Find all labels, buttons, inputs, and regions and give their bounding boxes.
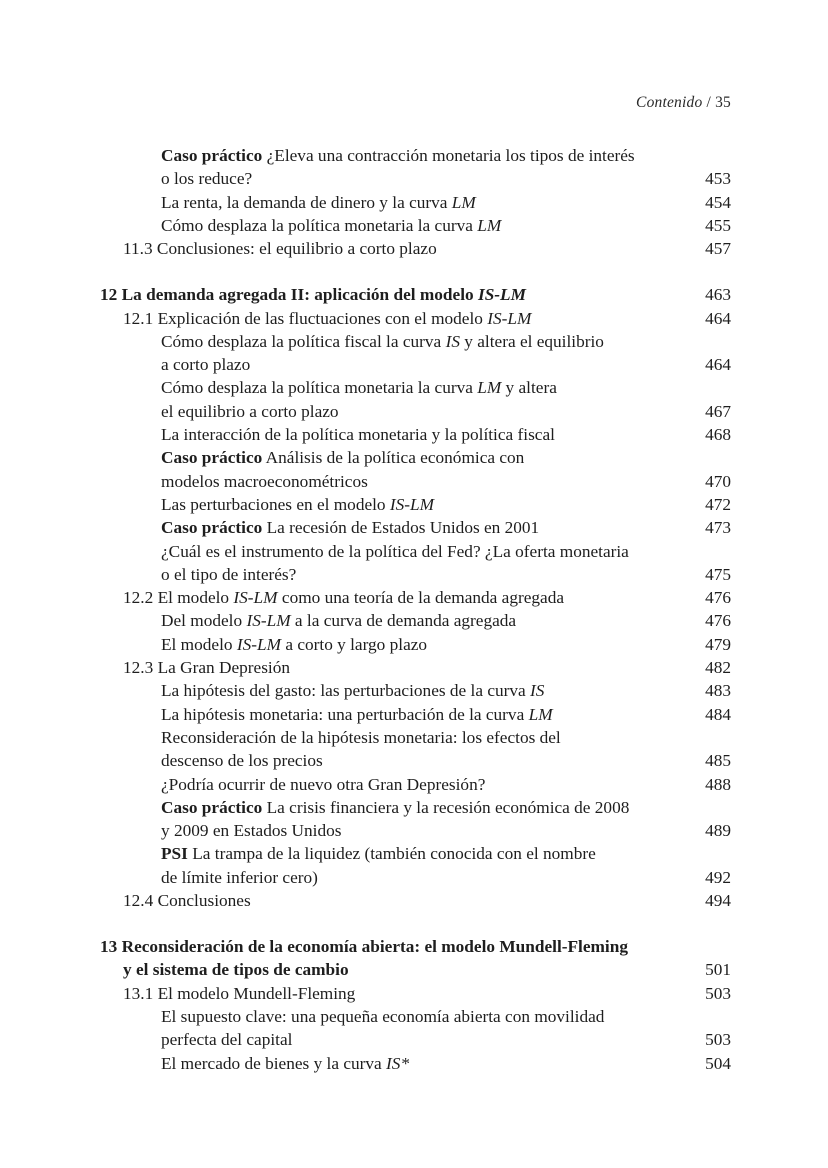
toc-entry-text-fragment: La recesión de Estados Unidos en 2001 (262, 518, 540, 538)
toc-entry-title (161, 353, 250, 376)
header-section-title: Contenido (636, 94, 703, 111)
toc-entry-title (161, 749, 323, 772)
toc-entry-text-fragment: Caso práctico (161, 518, 263, 538)
toc-page-number: 470 (705, 471, 731, 491)
toc-entry-text-fragment: El mercado de bienes y la curva (161, 1053, 387, 1073)
toc-subsection-entry (0, 446, 828, 469)
toc-entry-text-fragment: IS-LM (246, 611, 291, 631)
toc-entry-title (161, 144, 635, 167)
toc-entry-text-fragment: como una teoría de la demanda agregada (277, 588, 565, 608)
toc-page-number: 476 (705, 588, 731, 608)
toc-subsection-entry (0, 749, 828, 772)
toc-section-entry (0, 237, 828, 260)
toc-entry-title (123, 237, 437, 260)
toc-entry-text-fragment: IS-LM (477, 285, 526, 305)
toc-entry-text-fragment: Del modelo (161, 611, 247, 631)
toc-subsection-entry (0, 144, 828, 167)
toc-entry-text-fragment: Caso práctico (161, 448, 263, 468)
toc-entry-text-fragment: 11.3 Conclusiones: el equilibrio a corto plazo (123, 239, 437, 259)
toc-entry-text-fragment: a corto plazo (161, 355, 251, 375)
toc-section-entry (0, 889, 828, 912)
toc-entry-text-fragment: La hipótesis monetaria: una perturbación de la curva (161, 704, 529, 724)
toc-entry-text-fragment: 12.1 Explicación de las fluctuaciones con el modelo (123, 308, 488, 328)
toc-entry-title (123, 958, 349, 981)
toc-page-number: 482 (705, 658, 731, 678)
toc-entry-text-fragment: modelos macroeconométricos (161, 471, 368, 491)
toc-entry-text-fragment: IS* (386, 1053, 410, 1073)
toc-entry-title (161, 609, 516, 632)
toc-page-number: 475 (705, 564, 731, 584)
toc-entry-text-fragment: 12.2 El modelo (123, 588, 234, 608)
toc-chapter-entry (0, 283, 828, 306)
toc-entry-title (161, 563, 296, 586)
toc-entry-text-fragment: IS-LM (236, 634, 282, 654)
toc-entry-text-fragment: descenso de los precios (161, 751, 323, 771)
toc-page-number: 473 (705, 518, 731, 538)
toc-entry-text-fragment: IS-LM (487, 308, 532, 328)
running-header (636, 94, 731, 112)
table-of-contents (0, 144, 828, 1075)
toc-page-number: 503 (705, 1030, 731, 1050)
toc-entry-text-fragment: 12 La demanda agregada II: aplicación del modelo (100, 285, 478, 305)
toc-entry-title (100, 935, 628, 958)
toc-entry-text-fragment: El modelo (161, 634, 237, 654)
toc-entry-text-fragment: La interacción de la política monetaria y la política fiscal (161, 425, 555, 445)
toc-entry-text-fragment: Cómo desplaza la política fiscal la curva (161, 331, 446, 351)
toc-entry-text-fragment: Cómo desplaza la política monetaria la curva (161, 378, 478, 398)
toc-entry-title (161, 446, 524, 469)
toc-entry-title (161, 493, 434, 516)
toc-subsection-entry (0, 167, 828, 190)
toc-entry-text-fragment: LM (451, 192, 476, 212)
toc-entry-text-fragment: a la curva de demanda agregada (290, 611, 517, 631)
toc-subsection-entry (0, 191, 828, 214)
toc-subsection-entry (0, 423, 828, 446)
toc-entry-title (161, 1052, 409, 1075)
toc-page-number: 483 (705, 681, 731, 701)
toc-subsection-entry (0, 563, 828, 586)
toc-entry-title (161, 167, 252, 190)
toc-page-number: 488 (705, 774, 731, 794)
toc-page-number: 492 (705, 867, 731, 887)
toc-page-number: 455 (705, 215, 731, 235)
toc-page-number: 484 (705, 704, 731, 724)
toc-entry-text-fragment: La renta, la demanda de dinero y la curva (161, 192, 452, 212)
toc-entry-text-fragment: ¿Eleva una contracción monetaria los tipos de interés (262, 146, 635, 165)
toc-page-number: 489 (705, 821, 731, 841)
toc-page-number: 468 (705, 425, 731, 445)
toc-page-number: 476 (705, 611, 731, 631)
toc-entry-title (161, 423, 555, 446)
toc-subsection-entry (0, 493, 828, 516)
toc-page-number: 463 (705, 285, 731, 305)
toc-subsection-entry (0, 726, 828, 749)
toc-entry-text-fragment: Las perturbaciones en el modelo (161, 494, 390, 514)
toc-subsection-entry (0, 330, 828, 353)
toc-page-number: 503 (705, 983, 731, 1003)
toc-entry-text-fragment: Caso práctico (161, 146, 263, 165)
toc-section-entry (0, 982, 828, 1005)
toc-entry-text-fragment: IS-LM (233, 588, 278, 608)
toc-entry-text-fragment: LM (477, 215, 502, 235)
toc-subsection-entry (0, 796, 828, 819)
toc-entry-title (161, 191, 476, 214)
toc-chapter-entry (0, 935, 828, 958)
toc-subsection-entry (0, 819, 828, 842)
toc-entry-text-fragment: a corto y largo plazo (281, 634, 428, 654)
toc-chapter-entry (0, 958, 828, 981)
toc-entry-title (161, 866, 318, 889)
toc-entry-title (100, 283, 526, 306)
toc-page-number: 485 (705, 751, 731, 771)
toc-page-number: 472 (705, 494, 731, 514)
toc-entry-text-fragment: Cómo desplaza la política monetaria la curva (161, 215, 478, 235)
toc-entry-title (123, 586, 564, 609)
toc-entry-title (161, 703, 553, 726)
toc-page-number: 464 (705, 355, 731, 375)
toc-page-number: 453 (705, 169, 731, 189)
toc-entry-text-fragment: de límite inferior cero) (161, 867, 318, 887)
section-spacer (0, 912, 828, 935)
toc-subsection-entry (0, 633, 828, 656)
toc-entry-text-fragment: Análisis de la política económica con (262, 448, 525, 468)
toc-entry-text-fragment: LM (528, 704, 553, 724)
toc-entry-text-fragment: el equilibrio a corto plazo (161, 401, 339, 421)
toc-entry-text-fragment: PSI (161, 844, 188, 864)
toc-entry-title (123, 982, 355, 1005)
toc-subsection-entry (0, 773, 828, 796)
toc-subsection-entry (0, 1052, 828, 1075)
toc-entry-title (161, 516, 539, 539)
toc-section-entry (0, 586, 828, 609)
toc-entry-text-fragment: y 2009 en Estados Unidos (161, 821, 342, 841)
toc-subsection-entry (0, 540, 828, 563)
toc-entry-title (161, 540, 629, 563)
toc-page-number: 457 (705, 239, 731, 259)
toc-subsection-entry (0, 1005, 828, 1028)
toc-page-number: 504 (705, 1053, 731, 1073)
toc-subsection-entry (0, 353, 828, 376)
header-page-number: 35 (715, 94, 731, 111)
toc-page-number: 467 (705, 401, 731, 421)
toc-entry-title (161, 796, 629, 819)
toc-entry-text-fragment: o el tipo de interés? (161, 564, 297, 584)
toc-page-number: 479 (705, 634, 731, 654)
toc-entry-title (161, 1028, 292, 1051)
toc-entry-title (161, 470, 368, 493)
toc-entry-title (161, 214, 501, 237)
toc-entry-text-fragment: y el sistema de tipos de cambio (123, 960, 349, 980)
toc-entry-title (161, 376, 557, 399)
header-separator: / (706, 94, 712, 111)
toc-entry-text-fragment: o los reduce? (161, 169, 253, 189)
toc-subsection-entry (0, 1028, 828, 1051)
toc-entry-text-fragment: La trampa de la liquidez (también conocida con el nombre (187, 844, 596, 864)
toc-subsection-entry (0, 609, 828, 632)
toc-entry-title (161, 726, 561, 749)
toc-page-number: 454 (705, 192, 731, 212)
toc-entry-title (123, 889, 251, 912)
toc-page-number: 494 (705, 891, 731, 910)
toc-entry-text-fragment: IS (530, 681, 545, 701)
toc-entry-text-fragment: Reconsideración de la hipótesis monetaria: los efectos del (161, 727, 561, 747)
toc-entry-text-fragment: y altera (501, 378, 557, 398)
toc-entry-text-fragment: El supuesto clave: una pequeña economía abierta con movilidad (161, 1006, 605, 1026)
toc-subsection-entry (0, 866, 828, 889)
toc-entry-text-fragment: perfecta del capital (161, 1030, 293, 1050)
toc-entry-text-fragment: IS-LM (389, 494, 435, 514)
toc-entry-text-fragment: y altera el equilibrio (459, 331, 604, 351)
toc-section-entry (0, 307, 828, 330)
toc-entry-title (123, 656, 290, 679)
toc-subsection-entry (0, 470, 828, 493)
toc-entry-text-fragment: ¿Podría ocurrir de nuevo otra Gran Depresión? (161, 774, 486, 794)
toc-entry-title (123, 307, 531, 330)
toc-entry-text-fragment: IS (445, 331, 460, 351)
toc-entry-text-fragment: 13 Reconsideración de la economía abierta: el modelo Mundell-Fleming (100, 937, 628, 957)
toc-entry-text-fragment: Caso práctico (161, 797, 263, 817)
toc-entry-title (161, 819, 341, 842)
toc-entry-title (161, 330, 604, 353)
toc-entry-text-fragment: 12.3 La Gran Depresión (123, 658, 290, 678)
toc-page-number: 501 (705, 960, 731, 980)
toc-entry-title (161, 633, 427, 656)
toc-subsection-entry (0, 516, 828, 539)
toc-entry-text-fragment: La crisis financiera y la recesión económica de 2008 (262, 797, 630, 817)
toc-entry-title (161, 842, 596, 865)
toc-subsection-entry (0, 376, 828, 399)
toc-entry-title (161, 773, 485, 796)
toc-entry-text-fragment: 13.1 El modelo Mundell-Fleming (123, 983, 356, 1003)
toc-entry-text-fragment: 12.4 Conclusiones (123, 891, 251, 910)
toc-entry-title (161, 679, 544, 702)
toc-subsection-entry (0, 400, 828, 423)
toc-entry-text-fragment: La hipótesis del gasto: las perturbaciones de la curva (161, 681, 531, 701)
toc-entry-title (161, 1005, 604, 1028)
toc-entry-title (161, 400, 339, 423)
toc-subsection-entry (0, 214, 828, 237)
toc-entry-text-fragment: ¿Cuál es el instrumento de la política del Fed? ¿La oferta monetaria (161, 541, 629, 561)
toc-subsection-entry (0, 679, 828, 702)
toc-page-number: 464 (705, 308, 731, 328)
toc-section-entry (0, 656, 828, 679)
toc-subsection-entry (0, 703, 828, 726)
toc-subsection-entry (0, 842, 828, 865)
section-spacer (0, 260, 828, 283)
toc-entry-text-fragment: LM (477, 378, 502, 398)
